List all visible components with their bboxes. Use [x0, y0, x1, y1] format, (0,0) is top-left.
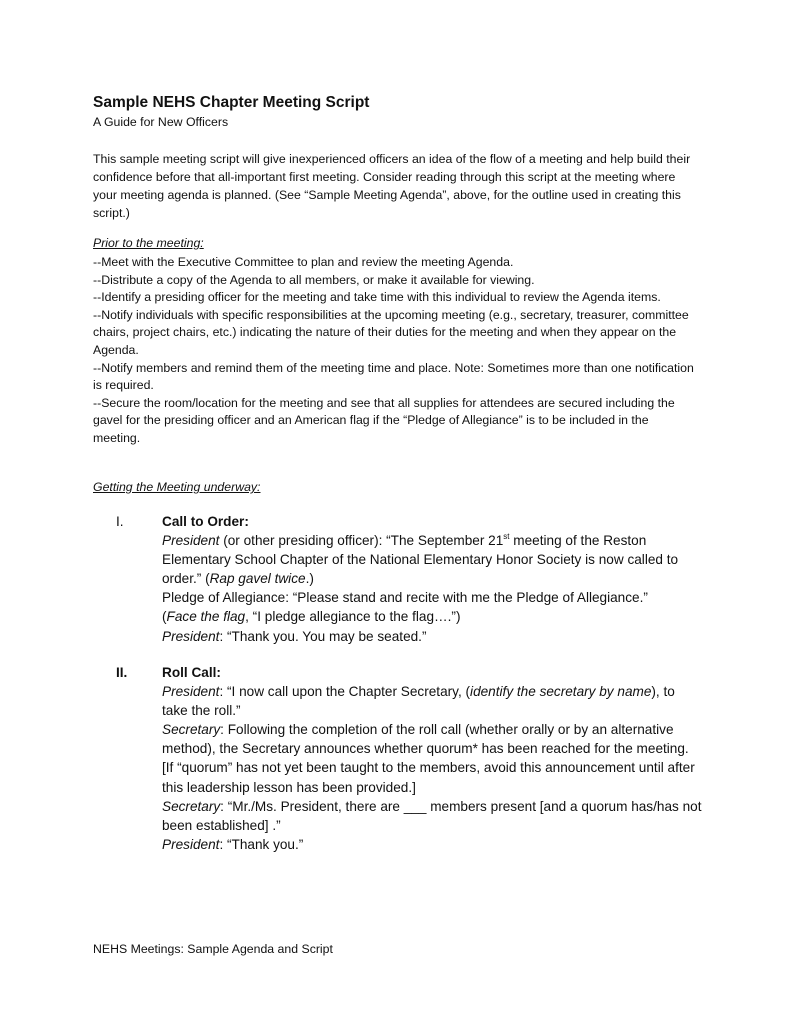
prior-item: --Meet with the Executive Committee to plan and review the meeting Agenda. [93, 255, 514, 269]
section-title: Roll Call: [162, 665, 221, 680]
ordinal-suffix: st [503, 532, 510, 542]
prior-item: --Notify members and remind them of the meeting time and place. Note: Sometimes more than one notification is required. [93, 360, 694, 393]
script-text: (or other presiding officer): “The September 21 [219, 533, 504, 549]
getting-heading: Getting the Meeting underway: [93, 480, 261, 494]
prior-item: --Notify individuals with specific responsibilities at the upcoming meeting (e.g., secretary, treasurer, committee chairs, project chairs, etc.) indicating the nature of their duties for the meeting and when they appear on the Agenda. [93, 307, 689, 357]
script-line [162, 720, 702, 796]
document-title: Sample NEHS Chapter Meeting Script [93, 94, 370, 111]
prior-list [93, 254, 698, 448]
prior-heading: Prior to the meeting: [93, 236, 204, 250]
section-title: Call to Order: [162, 514, 249, 529]
stage-direction: identify the secretary by name [470, 684, 652, 700]
script-text: ( [162, 609, 167, 625]
stage-direction: Face the flag [166, 609, 246, 625]
script-text: meeting of the Reston Elementary School Chapter of the National Elementary Honor Society is now called to order.” ( [162, 533, 679, 587]
script-text: ), to take the roll.” [162, 684, 675, 719]
role-label: President [162, 836, 220, 852]
script-text: .) [305, 571, 314, 587]
script-line: Pledge of Allegiance: “Please stand and recite with me the Pledge of Allegiance.” [162, 590, 648, 606]
section-number: I. [116, 514, 124, 529]
role-label: President [162, 533, 220, 549]
prior-item: --Secure the room/location for the meeting and see that all supplies for attendees are secured including the gavel for the presiding officer and an American flag if the “Pledge of Allegiance” is to be included in the meeting. [93, 395, 675, 445]
role-label: President [162, 684, 220, 700]
section-body [162, 512, 702, 646]
script-text: : Following the completion of the roll call (whether orally or by an alternative method), the Secretary announces whether quorum* has been reached for the meeting. [If “quorum” has not yet been taught to the members, avoid this announcement until after this leadership lesson has been provided.] [162, 722, 695, 795]
prior-item: --Identify a presiding officer for the meeting and take time with this individual to review the Agenda items. [93, 290, 661, 305]
stage-direction: Rap gavel twice [209, 571, 306, 587]
section-number: II. [116, 665, 128, 680]
script-text: : “Thank you.” [219, 836, 304, 852]
script-text: , “I pledge allegiance to the flag….”) [245, 609, 461, 625]
script-line [162, 797, 702, 835]
role-label: President [162, 628, 220, 644]
document-subtitle: A Guide for New Officers [93, 115, 229, 129]
script-text: : “I now call upon the Chapter Secretary, ( [219, 684, 471, 700]
role-label: Secretary [162, 798, 221, 814]
intro-paragraph: This sample meeting script will give inexperienced officers an idea of the flow of a meeting and help build their confidence before that all-important first meeting. Consider reading through this script at the meeting where your meeting agenda is planned. (See “Sample Meeting Agenda”, above, for the outline used in creating this script.) [93, 152, 691, 220]
script-line [162, 607, 702, 626]
script-text: : “Thank you. You may be seated.” [219, 628, 427, 644]
section-body [162, 663, 702, 854]
script-line [162, 531, 702, 588]
script-line [162, 627, 702, 646]
prior-item: --Distribute a copy of the Agenda to all members, or make it available for viewing. [93, 272, 535, 287]
page-footer: NEHS Meetings: Sample Agenda and Script [93, 942, 333, 956]
script-line [162, 835, 702, 854]
role-label: Secretary [162, 722, 221, 738]
script-text: : “Mr./Ms. President, there are ___ members present [and a quorum has/has not been established] .” [162, 798, 702, 833]
script-line [162, 682, 702, 720]
